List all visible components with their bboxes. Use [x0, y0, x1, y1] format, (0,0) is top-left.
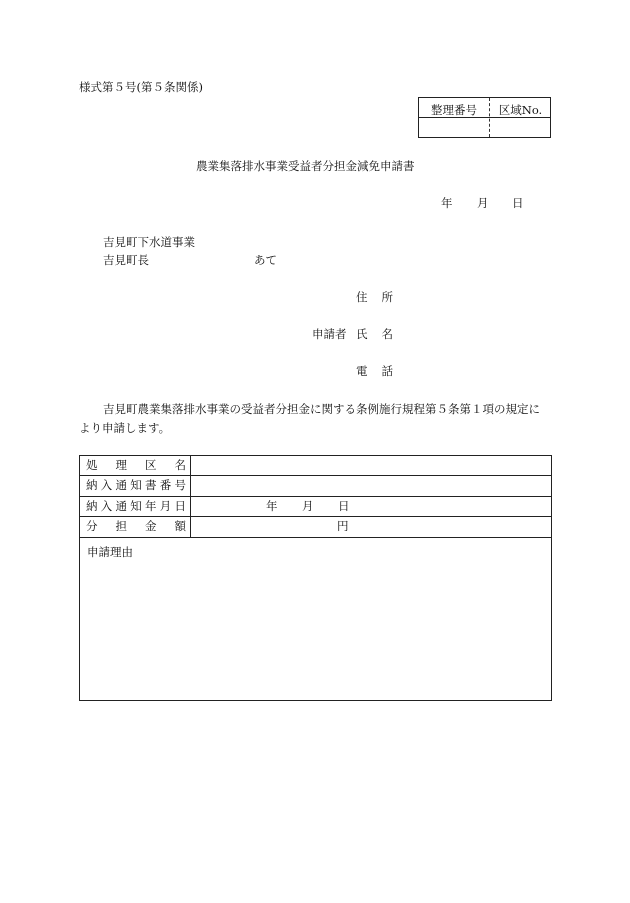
- applicant-name-label: 氏 名: [356, 327, 393, 341]
- date-day-label: 日: [512, 196, 524, 210]
- reference-number-box: [418, 97, 551, 138]
- applicant-phone-label: 電 話: [356, 364, 393, 378]
- table-row-charge-amount: [80, 517, 551, 538]
- notice-number-label: 納 入 通 知 書 番 号: [86, 478, 186, 492]
- date-month-label: 月: [477, 196, 489, 210]
- table-row-processing-area: [80, 456, 551, 476]
- applicant-prefix: 申請者: [312, 327, 347, 341]
- addressee-suffix: あて: [254, 253, 277, 267]
- body-text-line2: より申請します。: [79, 421, 171, 435]
- notice-date-day: 日: [338, 499, 350, 513]
- addressee-line2: 吉見町長: [103, 253, 149, 267]
- notice-date-month: 月: [302, 499, 314, 513]
- charge-amount-label: 分 担 金 額: [86, 519, 186, 533]
- ref-box-label-serial: 整理番号: [431, 103, 477, 117]
- ref-box-label-area: 区域No.: [498, 103, 543, 117]
- application-table: [79, 455, 552, 701]
- date-year-label: 年: [441, 196, 453, 210]
- processing-area-label: 処 理 区 名: [86, 458, 186, 472]
- notice-date-label: 納 入 通 知 年 月 日: [86, 499, 186, 513]
- addressee-line1: 吉見町下水道事業: [103, 235, 195, 249]
- table-row-notice-number: [80, 476, 551, 497]
- form-number: 様式第５号(第５条関係): [79, 80, 203, 94]
- document-title: 農業集落排水事業受益者分担金減免申請書: [196, 159, 415, 173]
- applicant-address-label: 住 所: [356, 290, 393, 304]
- reason-label: 申請理由: [87, 545, 133, 559]
- table-row-notice-date: [80, 497, 551, 517]
- notice-date-year: 年: [266, 499, 278, 513]
- charge-amount-yen: 円: [337, 519, 349, 533]
- body-text-line1: 吉見町農業集落排水事業の受益者分担金に関する条例施行規程第５条第１項の規定に: [103, 402, 540, 416]
